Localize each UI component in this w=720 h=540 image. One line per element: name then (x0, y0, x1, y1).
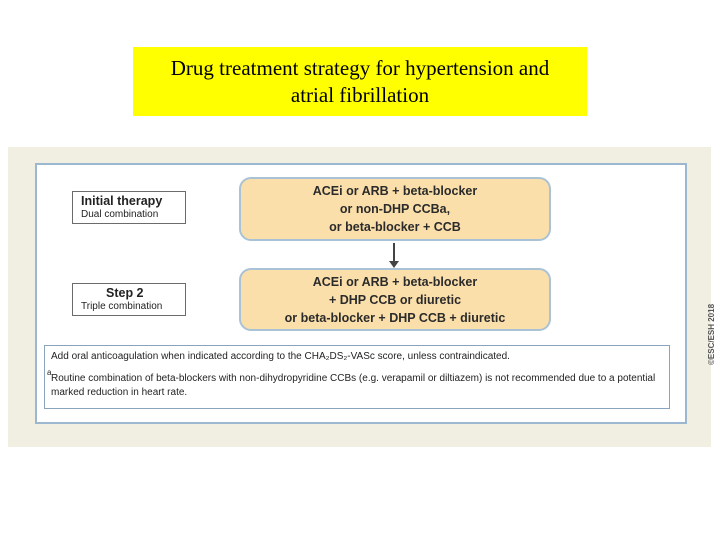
slide-title-line-2: atrial fibrillation (290, 82, 430, 107)
step-label-main: Step 2 (106, 286, 144, 300)
regimen-line: ACEi or ARB + beta-blocker (312, 184, 478, 198)
step-label-sub: Dual combination (81, 209, 159, 220)
flowchart-panel (35, 163, 716, 424)
flow-arrow-shaft (393, 243, 395, 263)
footnote-marker: a (47, 368, 52, 377)
step-label-sub: Triple combination (81, 301, 163, 312)
initial-therapy-label (72, 191, 186, 224)
regimen-line: + DHP CCB or diuretic (328, 292, 462, 307)
anticoagulation-note: Add oral anticoagulation when indicated according to the CHA₂DS₂-VASc score, unless contraindicated. (51, 351, 510, 362)
copyright-notice: ©ESC/ESH 2018 (707, 303, 716, 365)
regimen-line: or non-DHP CCBa, (339, 202, 451, 216)
initial-therapy-regimen-box (239, 177, 551, 241)
slide-title-line-1: Drug treatment strategy for hypertension and (170, 55, 550, 80)
notes-box (44, 345, 670, 409)
slide-title-box (133, 47, 587, 116)
step-2-label (72, 283, 186, 316)
regimen-line: ACEi or ARB + beta-blocker (312, 274, 478, 289)
footnote-text-continued: marked reduction in heart rate. (51, 387, 188, 398)
step-label-main: Initial therapy (81, 194, 163, 208)
figure-frame (8, 147, 716, 447)
flow-arrow-head (389, 261, 399, 268)
slide-title (140, 55, 580, 109)
step-2-regimen-box (239, 268, 551, 331)
regimen-line: or beta-blocker + CCB (329, 220, 461, 234)
footnote-text: Routine combination of beta-blockers with non-dihydropyridine CCBs (e.g. verapamil or diltiazem) is not recommended due to a potential (51, 373, 656, 384)
regimen-line: or beta-blocker + DHP CCB + diuretic (284, 310, 506, 325)
